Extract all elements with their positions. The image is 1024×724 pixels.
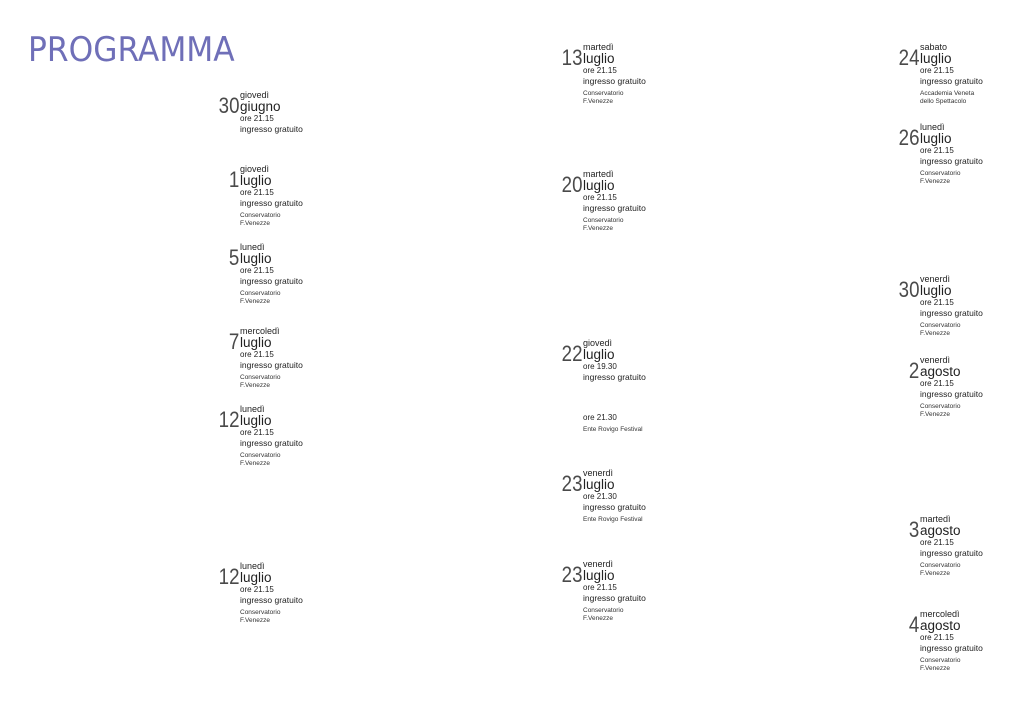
weekday: venerdì [583, 468, 614, 478]
month: luglio [920, 51, 952, 66]
date-info [920, 355, 983, 419]
day-number: 26 [898, 125, 919, 150]
time: ore 21.30 [583, 413, 617, 422]
time: ore 21.15 [920, 298, 954, 307]
organizer: F.Venezze [240, 460, 270, 467]
day-number: 2 [908, 358, 919, 383]
admission: ingresso gratuito [583, 593, 646, 603]
date-info [240, 561, 303, 625]
date-info [920, 609, 983, 673]
month: luglio [240, 173, 272, 188]
date-info [920, 42, 983, 106]
organizer: F.Venezze [920, 330, 950, 337]
month: luglio [583, 178, 615, 193]
admission: ingresso gratuito [920, 548, 983, 558]
day-number: 22 [561, 341, 582, 366]
admission: ingresso gratuito [920, 76, 983, 86]
time: ore 21.15 [240, 188, 274, 197]
weekday: giovedì [240, 164, 270, 174]
date-info [920, 514, 983, 578]
organizer: dello Spettacolo [920, 98, 967, 105]
organizer: Accademia Veneta [920, 90, 975, 97]
organizer: F.Venezze [583, 225, 613, 232]
organizer: Conservatorio [583, 90, 624, 97]
organizer: F.Venezze [920, 411, 950, 418]
month: giugno [240, 99, 281, 114]
organizer: F.Venezze [240, 298, 270, 305]
month: luglio [240, 335, 272, 350]
weekday: mercoledì [240, 326, 280, 336]
organizer: Conservatorio [240, 212, 281, 219]
time: ore 21.15 [240, 585, 274, 594]
day-number: 4 [908, 612, 919, 637]
weekday: lunedì [240, 404, 265, 414]
day-number: 7 [228, 329, 239, 354]
organizer: Ente Rovigo Festival [583, 516, 643, 523]
time: ore 21.15 [920, 379, 954, 388]
month: luglio [583, 347, 615, 362]
date-info [240, 90, 303, 138]
date-info [583, 338, 646, 434]
admission: ingresso gratuito [240, 438, 303, 448]
day-number: 20 [561, 172, 582, 197]
admission: ingresso gratuito [240, 124, 303, 134]
organizer: F.Venezze [583, 98, 613, 105]
day-number: 12 [218, 407, 239, 432]
organizer: F.Venezze [920, 570, 950, 577]
organizer: Conservatorio [583, 217, 624, 224]
date-info [240, 326, 303, 390]
day-number: 30 [218, 93, 239, 118]
day-number: 30 [898, 277, 919, 302]
time: ore 21.15 [240, 350, 274, 359]
organizer: Conservatorio [240, 609, 281, 616]
time: ore 19.30 [583, 362, 617, 371]
time: ore 21.15 [583, 583, 617, 592]
month: luglio [583, 477, 615, 492]
date-info [583, 169, 646, 233]
weekday: lunedì [240, 242, 265, 252]
time: ore 21.30 [583, 492, 617, 501]
month: luglio [240, 413, 272, 428]
admission: ingresso gratuito [240, 198, 303, 208]
time: ore 21.15 [920, 146, 954, 155]
page-title: PROGRAMMA [28, 30, 235, 70]
month: agosto [920, 618, 961, 633]
time: ore 21.15 [920, 66, 954, 75]
day-number: 1 [228, 167, 239, 192]
organizer: Conservatorio [920, 562, 961, 569]
admission: ingresso gratuito [240, 595, 303, 605]
date-info [240, 242, 303, 306]
weekday: mercoledì [920, 609, 960, 619]
organizer: Ente Rovigo Festival [583, 426, 643, 433]
organizer: F.Venezze [240, 382, 270, 389]
admission: ingresso gratuito [583, 372, 646, 382]
date-info [583, 468, 646, 524]
date-info [920, 274, 983, 338]
weekday: venerdì [920, 274, 951, 284]
organizer: Conservatorio [240, 452, 281, 459]
month: luglio [920, 283, 952, 298]
month: agosto [920, 523, 961, 538]
month: luglio [920, 131, 952, 146]
organizer: Conservatorio [240, 374, 281, 381]
organizer: F.Venezze [920, 665, 950, 672]
time: ore 21.15 [240, 114, 274, 123]
weekday: venerdì [583, 559, 614, 569]
organizer: F.Venezze [583, 615, 613, 622]
weekday: sabato [920, 42, 948, 52]
time: ore 21.15 [240, 428, 274, 437]
weekday: lunedì [920, 122, 945, 132]
day-number: 5 [228, 245, 239, 270]
day-number: 13 [561, 45, 582, 70]
admission: ingresso gratuito [583, 76, 646, 86]
month: agosto [920, 364, 961, 379]
time: ore 21.15 [920, 538, 954, 547]
organizer: Conservatorio [920, 657, 961, 664]
admission: ingresso gratuito [583, 502, 646, 512]
spacer [240, 135, 303, 138]
admission: ingresso gratuito [920, 156, 983, 166]
admission: ingresso gratuito [920, 308, 983, 318]
date-info [240, 404, 303, 468]
organizer: Conservatorio [920, 322, 961, 329]
time: ore 21.15 [583, 66, 617, 75]
weekday: giovedì [240, 90, 270, 100]
day-number: 23 [561, 471, 582, 496]
admission: ingresso gratuito [240, 360, 303, 370]
day-number: 23 [561, 562, 582, 587]
day-number: 24 [898, 45, 919, 70]
day-number: 12 [218, 564, 239, 589]
date-info [240, 164, 303, 228]
weekday: martedì [583, 42, 614, 52]
organizer: F.Venezze [240, 220, 270, 227]
organizer: Conservatorio [583, 607, 624, 614]
organizer: Conservatorio [240, 290, 281, 297]
organizer: Conservatorio [920, 403, 961, 410]
organizer: F.Venezze [240, 617, 270, 624]
organizer: Conservatorio [920, 170, 961, 177]
weekday: lunedì [240, 561, 265, 571]
month: luglio [240, 251, 272, 266]
spacer [583, 383, 646, 413]
time: ore 21.15 [240, 266, 274, 275]
time: ore 21.15 [583, 193, 617, 202]
weekday: venerdì [920, 355, 951, 365]
weekday: martedì [583, 169, 614, 179]
admission: ingresso gratuito [920, 389, 983, 399]
time: ore 21.15 [920, 633, 954, 642]
month: luglio [583, 51, 615, 66]
admission: ingresso gratuito [920, 643, 983, 653]
date-info [583, 42, 646, 106]
admission: ingresso gratuito [583, 203, 646, 213]
organizer: F.Venezze [920, 178, 950, 185]
day-number: 3 [908, 517, 919, 542]
date-info [583, 559, 646, 623]
weekday: martedì [920, 514, 951, 524]
date-info [920, 122, 983, 186]
admission: ingresso gratuito [240, 276, 303, 286]
month: luglio [240, 570, 272, 585]
weekday: giovedì [583, 338, 613, 348]
month: luglio [583, 568, 615, 583]
